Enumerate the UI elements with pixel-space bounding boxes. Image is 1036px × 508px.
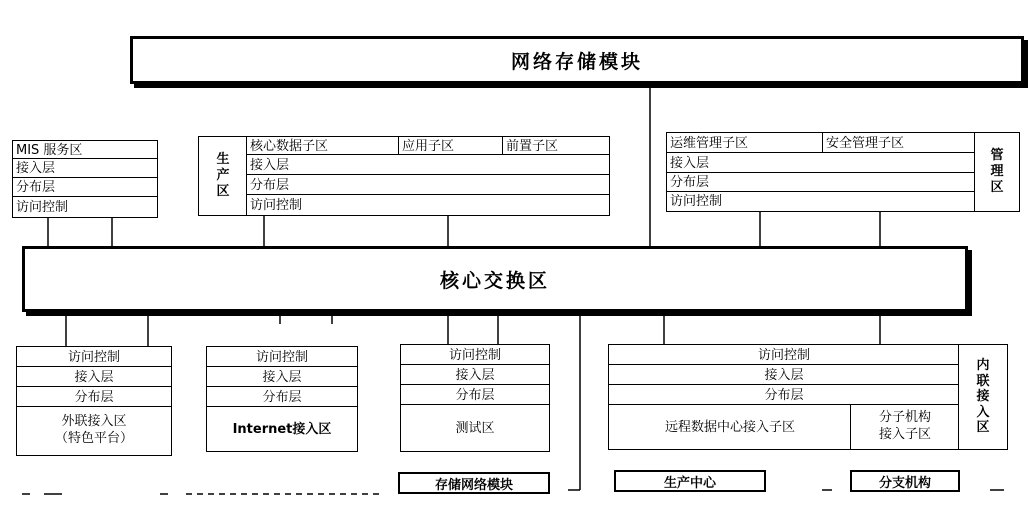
internet-distribution-layer: 分布层 (206, 386, 358, 408)
management-access-control: 访问控制 (666, 191, 976, 212)
mis-access-control: 访问控制 (12, 196, 158, 218)
intranet-access-layer: 接入层 (608, 364, 960, 386)
core-switching-zone-label: 核心交换区 (439, 269, 550, 292)
ops-management-subzone: 运维管理子区 (666, 132, 824, 154)
test-distribution-layer: 分布层 (400, 384, 550, 406)
remote-datacenter-subzone: 远程数据中心接入子区 (608, 404, 852, 450)
security-management-subzone: 安全管理子区 (822, 132, 976, 154)
core-data-subzone: 核心数据子区 (246, 136, 400, 156)
intranet-access-control: 访问控制 (608, 344, 960, 366)
core-switching-zone (22, 246, 968, 312)
internet-access-control: 访问控制 (206, 346, 358, 368)
production-access-control: 访问控制 (246, 194, 610, 216)
external-distribution-layer: 分布层 (16, 386, 172, 408)
branch-office-label: 分支机构 (850, 470, 960, 492)
storage-network-module-label: 存储网络模块 (398, 472, 550, 494)
intranet-distribution-layer: 分布层 (608, 384, 960, 406)
network-storage-module-label: 网络存储模块 (510, 50, 643, 73)
network-storage-module (130, 36, 1024, 84)
management-distribution-layer: 分布层 (666, 172, 976, 193)
internet-access-layer: 接入层 (206, 366, 358, 388)
external-access-zone-name: 外联接入区 （特色平台） (16, 406, 172, 456)
production-distribution-layer: 分布层 (246, 174, 610, 196)
intranet-zone-label: 内 联 接 入 区 (958, 344, 1008, 450)
branch-access-subzone: 分子机构 接入子区 (850, 404, 960, 450)
management-access-layer: 接入层 (666, 152, 976, 174)
mis-distribution-layer: 分布层 (12, 177, 158, 198)
production-zone-label: 生 产 区 (198, 136, 248, 216)
test-access-control: 访问控制 (400, 344, 550, 366)
external-access-layer: 接入层 (16, 366, 172, 388)
front-end-subzone: 前置子区 (502, 136, 610, 156)
mis-title: MIS 服务区 (12, 140, 158, 160)
internet-access-zone-name: Internet接入区 (206, 406, 358, 452)
production-center-label: 生产中心 (614, 470, 766, 492)
mis-access-layer: 接入层 (12, 158, 158, 179)
test-access-layer: 接入层 (400, 364, 550, 386)
management-zone-label: 管 理 区 (974, 132, 1020, 212)
external-access-control: 访问控制 (16, 346, 172, 368)
production-access-layer: 接入层 (246, 154, 610, 176)
test-zone-name: 测试区 (400, 404, 550, 452)
application-subzone: 应用子区 (398, 136, 504, 156)
